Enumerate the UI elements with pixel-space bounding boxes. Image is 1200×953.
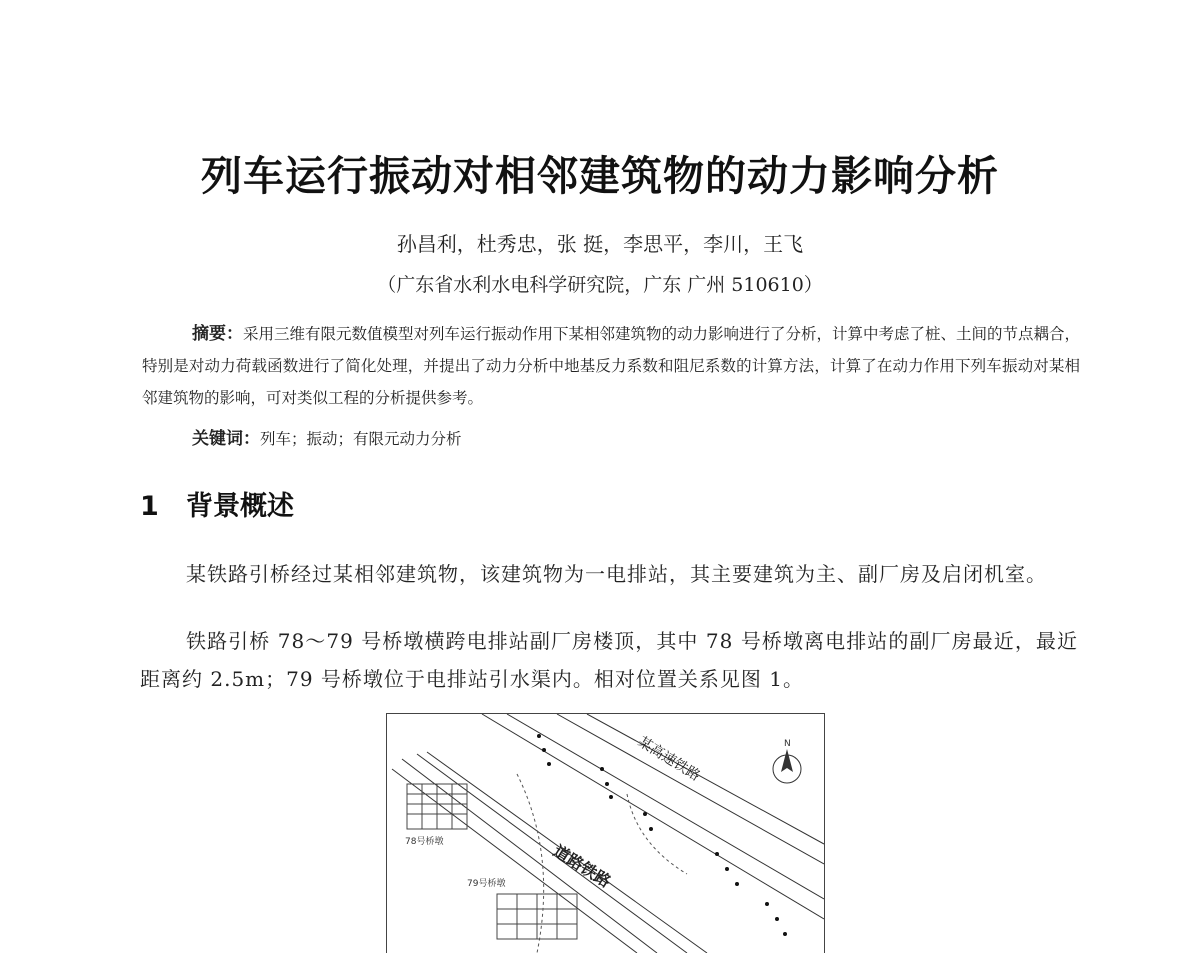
site-plan-drawing — [387, 714, 824, 953]
author-list: 孙昌利，杜秀忠，张 挺，李思平，李川，王飞 — [396, 232, 804, 256]
north-arrow — [773, 739, 801, 783]
railway-lines — [392, 714, 824, 953]
abstract-label: 摘要： — [192, 324, 243, 344]
abstract — [142, 318, 1080, 414]
keywords — [192, 424, 462, 449]
keywords-label: 关键词： — [192, 429, 260, 449]
abstract-text: 采用三维有限元数值模型对列车运行振动作用下某相邻建筑物的动力影响进行了分析，计算中考虑了桩、土间的节点耦合，特别是对动力荷载函数进行了简化处理，并提出了动力分析中地基反力系数和阻尼系数的计算方法，计算了在动力作用下列车振动对某相邻建筑物的影响，可对类似工程的分析提供参考。 — [142, 325, 1081, 407]
keywords-text: 列车；振动；有限元动力分析 — [260, 430, 462, 448]
pier-79-label: 79号桥墩 — [467, 879, 506, 889]
body-paragraph: 某铁路引桥经过某相邻建筑物，该建筑物为一电排站，其主要建筑为主、副厂房及启闭机室。 — [186, 562, 1047, 586]
body-paragraph: 铁路引桥 78～79 号桥墩横跨电排站副厂房楼顶，其中 78 号桥墩离电排站的副厂房最近，最近距离约 2.5m；79 号桥墩位于电排站引水渠内。相对位置关系见图 1。 — [140, 629, 1078, 691]
figure-site-plan — [386, 713, 825, 953]
section-title: 背景概述 — [186, 491, 294, 522]
section-heading — [140, 484, 294, 523]
station-block — [407, 784, 577, 939]
railway-label: 某高速铁路 — [634, 733, 703, 785]
section-number: 1 — [140, 491, 159, 522]
paper-title: 列车运行振动对相邻建筑物的动力影响分析 — [201, 152, 999, 200]
road-label: 道路铁路 — [549, 841, 615, 892]
north-label: N — [784, 739, 791, 749]
pier-78-label: 78号桥墩 — [405, 837, 444, 847]
affiliation: （广东省水利水电科学研究院，广东 广州 510610） — [377, 274, 823, 296]
